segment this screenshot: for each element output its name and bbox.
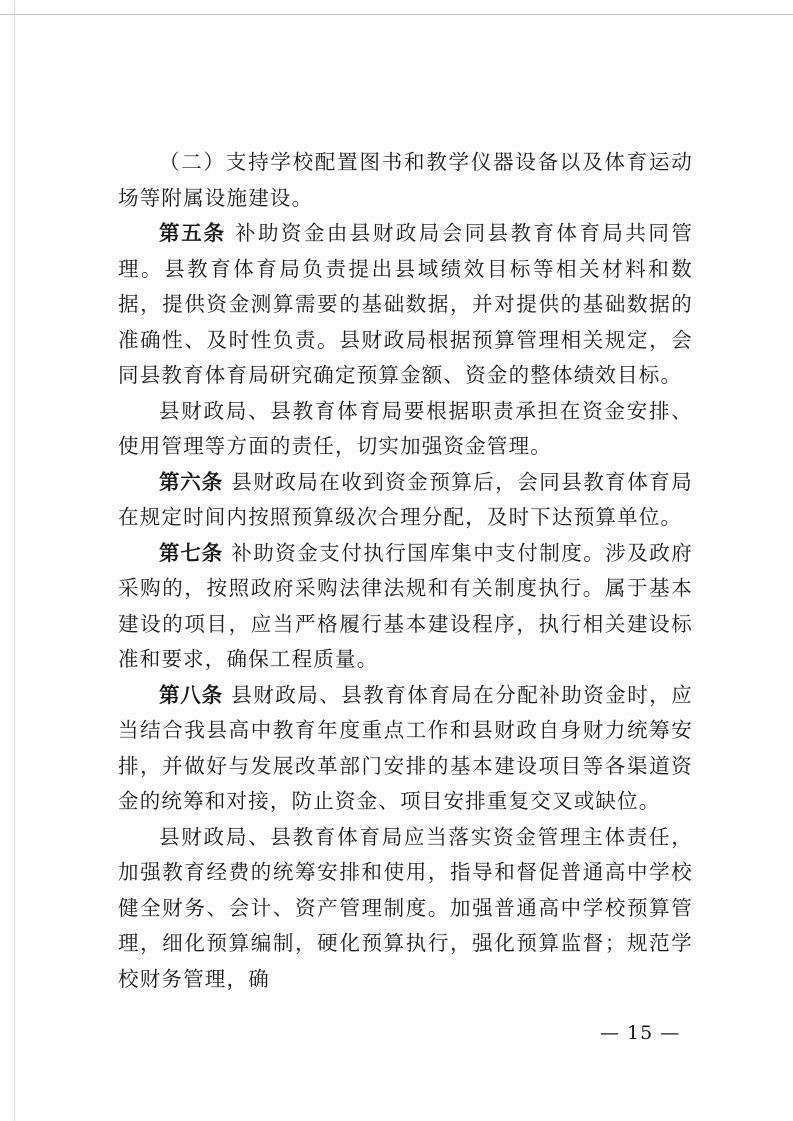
paragraph-text: 补助资金由县财政局会同县教育体育局共同管理。县教育体育局负责提出县域绩效目标等相关材料和数据，提供资金测算需要的基础数据，并对提供的基础数据的准确性、及时性负责。县财政局根据预算管理相关规定，会同县教育体育局研究确定预算金额、资金的整体绩效目标。 bbox=[118, 221, 694, 387]
paragraph-text: 县财政局、县教育体育局应当落实资金管理主体责任，加强教育经费的统筹安排和使用，指导和督促普通高中学校健全财务、会计、资产管理制度。加强普通高中学校预算管理，细化预算编制，硬化预算执行，强化预算监督；规范学校财务管理，确 bbox=[118, 824, 693, 991]
paragraph-article-6 bbox=[118, 465, 693, 536]
article-heading: 第五条 bbox=[159, 221, 226, 245]
paragraph-article-5 bbox=[118, 216, 693, 394]
paragraph-text: 县财政局在收到资金预算后，会同县教育体育局在规定时间内按照预算级次合理分配，及时下达预算单位。 bbox=[118, 469, 694, 529]
article-heading: 第八条 bbox=[159, 682, 223, 707]
article-heading: 第六条 bbox=[159, 469, 223, 494]
page-number: — 15 — bbox=[600, 1022, 681, 1044]
paragraph-text: （二）支持学校配置图书和教学仪器设备以及体育运动场等附属设施建设。 bbox=[118, 150, 693, 210]
document-body bbox=[118, 145, 693, 997]
article-heading: 第七条 bbox=[159, 540, 223, 565]
paragraph-text: 县财政局、县教育体育局要根据职责承担在资金安排、使用管理等方面的责任，切实加强资金管理。 bbox=[118, 398, 693, 458]
scan-left-edge bbox=[14, 0, 15, 1121]
paragraph-article-8-cont bbox=[118, 820, 693, 998]
paragraph-clause-2 bbox=[118, 145, 693, 216]
paragraph-text: 补助资金支付执行国库集中支付制度。涉及政府采购的，按照政府采购法律法规和有关制度执行。属于基本建设的项目，应当严格履行基本建设程序，执行相关建设标准和要求，确保工程质量。 bbox=[118, 540, 694, 671]
paragraph-text: 县财政局、县教育体育局在分配补助资金时，应当结合我县高中教育年度重点工作和县财政自身财力统筹安排，并做好与发展改革部门安排的基本建设项目等各渠道资金的统筹和对接，防止资金、项目安排重复交叉或缺位。 bbox=[118, 682, 694, 813]
paragraph-article-8 bbox=[118, 678, 693, 820]
scan-top-edge bbox=[0, 14, 793, 15]
paragraph-article-7 bbox=[118, 536, 693, 678]
paragraph-article-5-cont bbox=[118, 394, 693, 465]
